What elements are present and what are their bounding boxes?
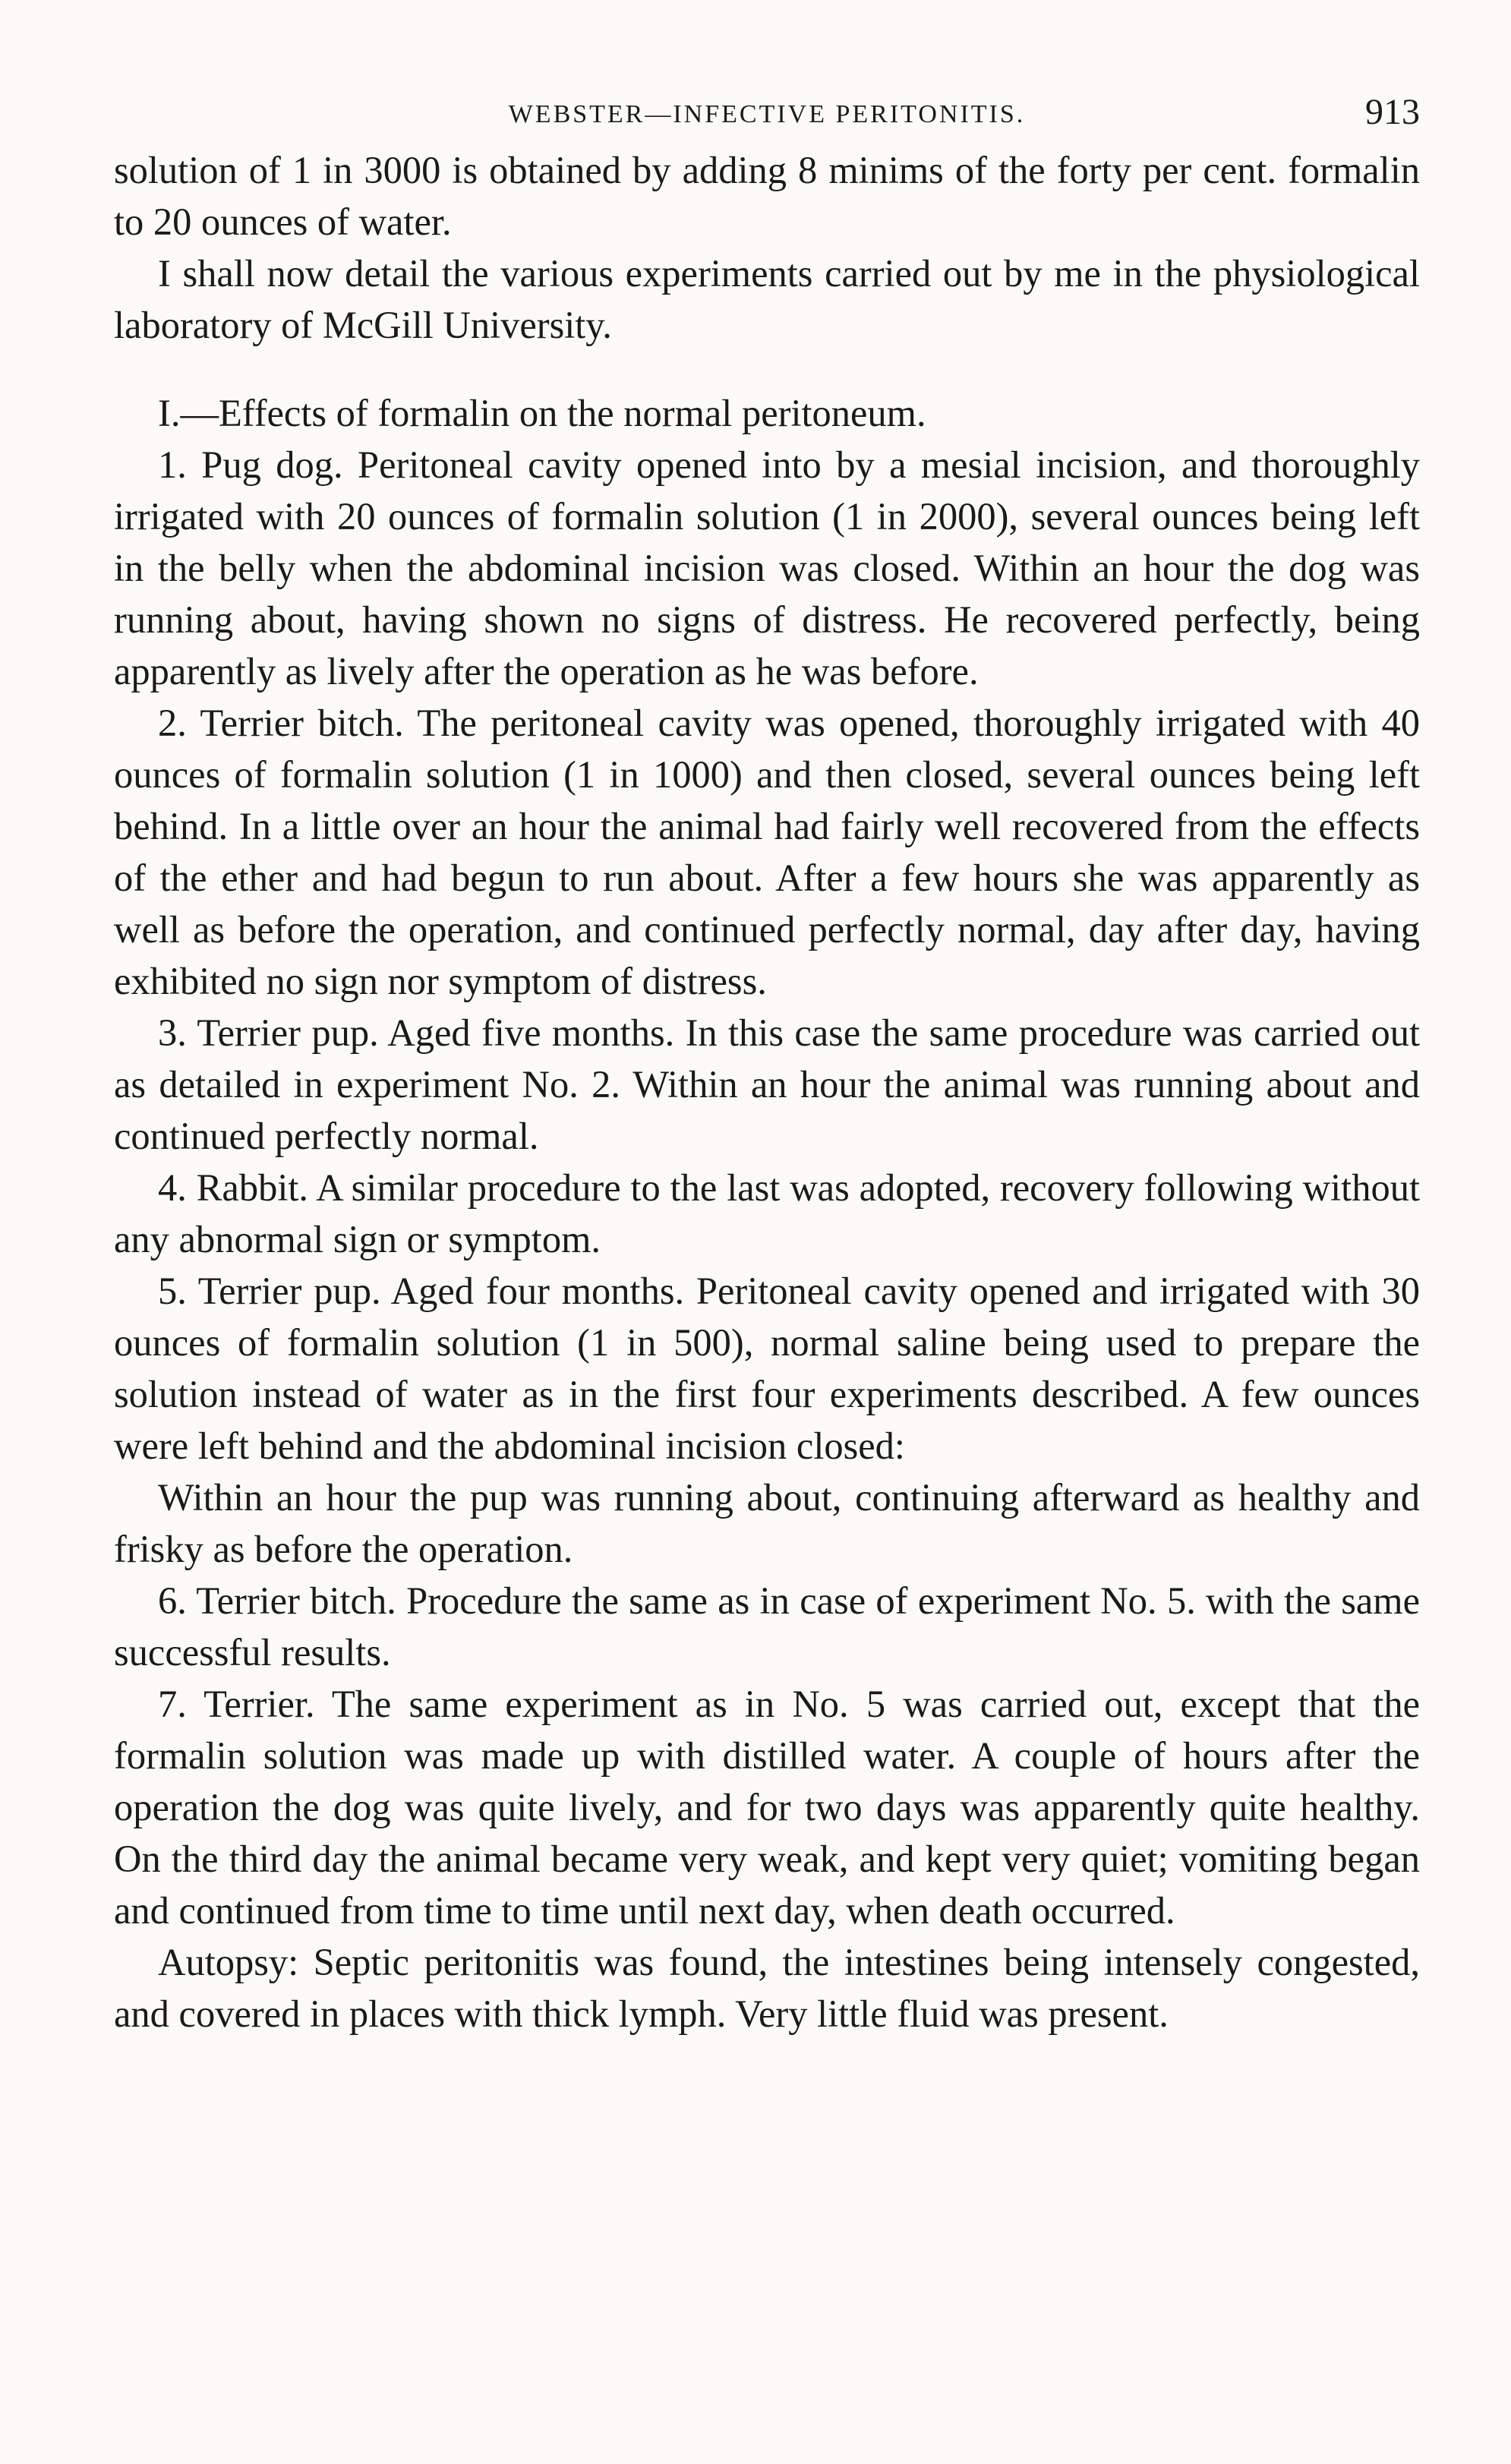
experiment-5-result: Within an hour the pup was running about, continuing afterward as healthy and frisky as before the operation.: [114, 1476, 1420, 1570]
experiment-2: 2. Terrier bitch. The peritoneal cavity was opened, thoroughly irrigated with 40 ounces of formalin solution (1 in 1000) and then closed, several ounces being left behind. In a little over an hour the animal had fairly well recovered from the effects of the ether and had begun to run about. After a few hours she was apparently as well as before the operation, and continued perfectly normal, day after day, having exhibited no sign nor symptom of distress.: [114, 702, 1420, 1002]
paragraph-continued: solution of 1 in 3000 is obtained by adding 8 minims of the forty per cent. formalin to 20 ounces of water.: [114, 149, 1420, 243]
body-text: [114, 144, 1420, 2040]
experiment-5: 5. Terrier pup. Aged four months. Peritoneal cavity opened and irrigated with 30 ounces of formalin solution (1 in 500), normal saline being used to prepare the solution instead of water as in the first four experiments described. A few ounces were left behind and the abdominal incision closed:: [114, 1270, 1420, 1467]
experiment-7: 7. Terrier. The same experiment as in No. 5 was carried out, except that the formalin solution was made up with distilled water. A couple of hours after the operation the dog was quite lively, and for two days was apparently quite healthy. On the third day the animal became very weak, and kept very quiet; vomiting began and continued from time to time until next day, when death occurred.: [114, 1683, 1420, 1932]
page: [114, 91, 1420, 2040]
paragraph-laboratory: I shall now detail the various experiments carried out by me in the physiological laboratory of McGill University.: [114, 252, 1420, 346]
experiment-4: 4. Rabbit. A similar procedure to the last was adopted, recovery following without any abnormal sign or symptom.: [114, 1166, 1420, 1260]
running-title: WEBSTER—INFECTIVE PERITONITIS.: [508, 100, 1026, 128]
experiment-6: 6. Terrier bitch. Procedure the same as in case of experiment No. 5. with the same successful results.: [114, 1579, 1420, 1674]
running-head: [114, 91, 1420, 144]
experiment-3: 3. Terrier pup. Aged five months. In this case the same procedure was carried out as detailed in experiment No. 2. Within an hour the animal was running about and continued perfectly normal.: [114, 1011, 1420, 1157]
experiment-1: 1. Pug dog. Peritoneal cavity opened into by a mesial incision, and thoroughly irrigated with 20 ounces of formalin solution (1 in 2000), several ounces being left in the belly when the abdominal incision was closed. Within an hour the dog was running about, having shown no signs of distress. He recovered perfectly, being apparently as lively after the operation as he was before.: [114, 443, 1420, 693]
autopsy-paragraph: Autopsy: Septic peritonitis was found, the intestines being intensely congested, and covered in places with thick lymph. Very little fluid was present.: [114, 1941, 1420, 2035]
page-number: 913: [1365, 92, 1420, 132]
section-heading: I.—Effects of formalin on the normal peritoneum.: [158, 392, 926, 434]
